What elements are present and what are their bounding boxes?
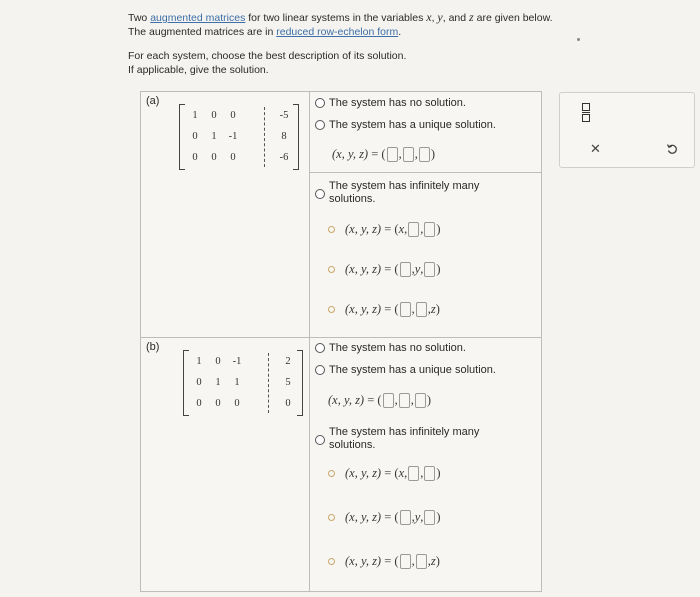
right-bracket [297, 350, 303, 416]
matrix-cell: 0 [230, 110, 236, 121]
problem-label: (a) [146, 95, 160, 107]
sub-option-free-y[interactable]: (x, y, z) = ( , y , ) [328, 510, 441, 525]
option-infinitely-many[interactable]: The system has infinitely many solutions. [315, 426, 479, 452]
intro-line-1: Two augmented matrices for two linear systems in the variables x, y, and z are given below. [128, 10, 553, 24]
sub-option-free-x[interactable]: (x, y, z) = ( x , , ) [328, 466, 441, 481]
sub-option-free-x[interactable]: (x, y, z) = ( x , , ) [328, 222, 441, 237]
radio-button[interactable] [315, 120, 325, 130]
answer-box[interactable] [416, 554, 427, 569]
answer-box-z[interactable] [419, 147, 430, 162]
matrix-cell: 1 [234, 377, 240, 388]
augment-divider [264, 107, 265, 167]
answer-box-y[interactable] [399, 393, 410, 408]
answer-box[interactable] [424, 466, 435, 481]
radio-button[interactable] [315, 365, 325, 375]
augmented-matrix [179, 104, 299, 170]
matrix-cell: 0 [215, 356, 221, 367]
option-unique-solution[interactable]: The system has a unique solution. [315, 364, 496, 376]
radio-button[interactable] [328, 306, 335, 313]
matrix-cell: 2 [285, 356, 291, 367]
option-no-solution[interactable]: The system has no solution. [315, 342, 466, 354]
sub-option-free-z[interactable]: (x, y, z) = ( , , z ) [328, 554, 440, 569]
matrix-cell: 1 [215, 377, 221, 388]
answer-box[interactable] [424, 262, 435, 277]
answer-choices [309, 92, 542, 338]
radio-button[interactable] [315, 98, 325, 108]
answer-choices [309, 338, 542, 591]
matrix-cell: 0 [192, 131, 198, 142]
sub-option-free-y[interactable]: (x, y, z) = ( , y , ) [328, 262, 441, 277]
intro-line-3: For each system, choose the best description of its solution. [128, 50, 407, 62]
answer-box[interactable] [400, 510, 411, 525]
answer-box[interactable] [400, 554, 411, 569]
answer-box[interactable] [416, 302, 427, 317]
sub-option-free-z[interactable]: (x, y, z) = ( , , z ) [328, 302, 440, 317]
augment-divider [268, 353, 269, 413]
radio-button[interactable] [315, 189, 325, 199]
answer-box-x[interactable] [383, 393, 394, 408]
radio-button[interactable] [315, 435, 325, 445]
answer-box[interactable] [408, 466, 419, 481]
answer-box-x[interactable] [387, 147, 398, 162]
matrix-cell: 0 [211, 110, 217, 121]
matrix-cell: -1 [228, 131, 238, 142]
intro-line-4: If applicable, give the solution. [128, 63, 269, 76]
answer-box-z[interactable] [415, 393, 426, 408]
intro-line-2: The augmented matrices are in reduced row-echelon form. [128, 25, 402, 38]
undo-icon[interactable] [666, 143, 678, 155]
problem-a [140, 91, 542, 339]
unique-solution-entry: (x, y, z) = ( , , ) [332, 147, 435, 161]
augmented-matrices-link[interactable]: augmented matrices [150, 12, 246, 24]
left-bracket [183, 350, 189, 416]
matrix-cell: 8 [281, 131, 287, 142]
matrix-cell: 0 [192, 152, 198, 163]
radio-button[interactable] [328, 266, 335, 273]
radio-button[interactable] [328, 226, 335, 233]
matrix-cell: 0 [196, 377, 202, 388]
matrix-cell: 0 [211, 152, 217, 163]
radio-button[interactable] [328, 558, 335, 565]
matrix-cell: 0 [230, 152, 236, 163]
math-toolbar [559, 92, 695, 168]
option-no-solution[interactable]: The system has no solution. [315, 97, 466, 109]
rref-link[interactable]: reduced row-echelon form [276, 25, 399, 38]
answer-box[interactable] [424, 222, 435, 237]
radio-button[interactable] [315, 343, 325, 353]
left-bracket [179, 104, 185, 170]
augmented-matrix [183, 350, 303, 416]
matrix-cell: 1 [192, 110, 198, 121]
matrix-cell: 0 [196, 398, 202, 409]
radio-button[interactable] [328, 514, 335, 521]
answer-box[interactable] [400, 262, 411, 277]
option-unique-solution[interactable]: The system has a unique solution. [315, 119, 496, 131]
matrix-cell: 1 [196, 356, 202, 367]
matrix-cell: 0 [234, 398, 240, 409]
instructions [128, 11, 598, 77]
problem-b [140, 337, 542, 592]
answer-box[interactable] [400, 302, 411, 317]
problem-label: (b) [146, 341, 160, 353]
answer-box[interactable] [424, 510, 435, 525]
answer-box-y[interactable] [403, 147, 414, 162]
unique-solution-entry: (x, y, z) = ( , , ) [328, 393, 431, 407]
matrix-cell: 0 [215, 398, 221, 409]
right-bracket [293, 104, 299, 170]
matrix-cell: -5 [279, 110, 289, 121]
decorative-dot [577, 38, 580, 41]
option-infinitely-many[interactable]: The system has infinitely many solutions. [315, 180, 479, 206]
answer-box[interactable] [408, 222, 419, 237]
matrix-cell: 0 [285, 398, 291, 409]
matrix-cell: 5 [285, 377, 291, 388]
fraction-icon[interactable] [582, 103, 590, 122]
radio-button[interactable] [328, 470, 335, 477]
divider [310, 172, 542, 173]
matrix-cell: 1 [211, 131, 217, 142]
matrix-cell: -1 [232, 356, 242, 367]
close-icon[interactable]: ✕ [590, 141, 601, 156]
matrix-cell: -6 [279, 152, 289, 163]
